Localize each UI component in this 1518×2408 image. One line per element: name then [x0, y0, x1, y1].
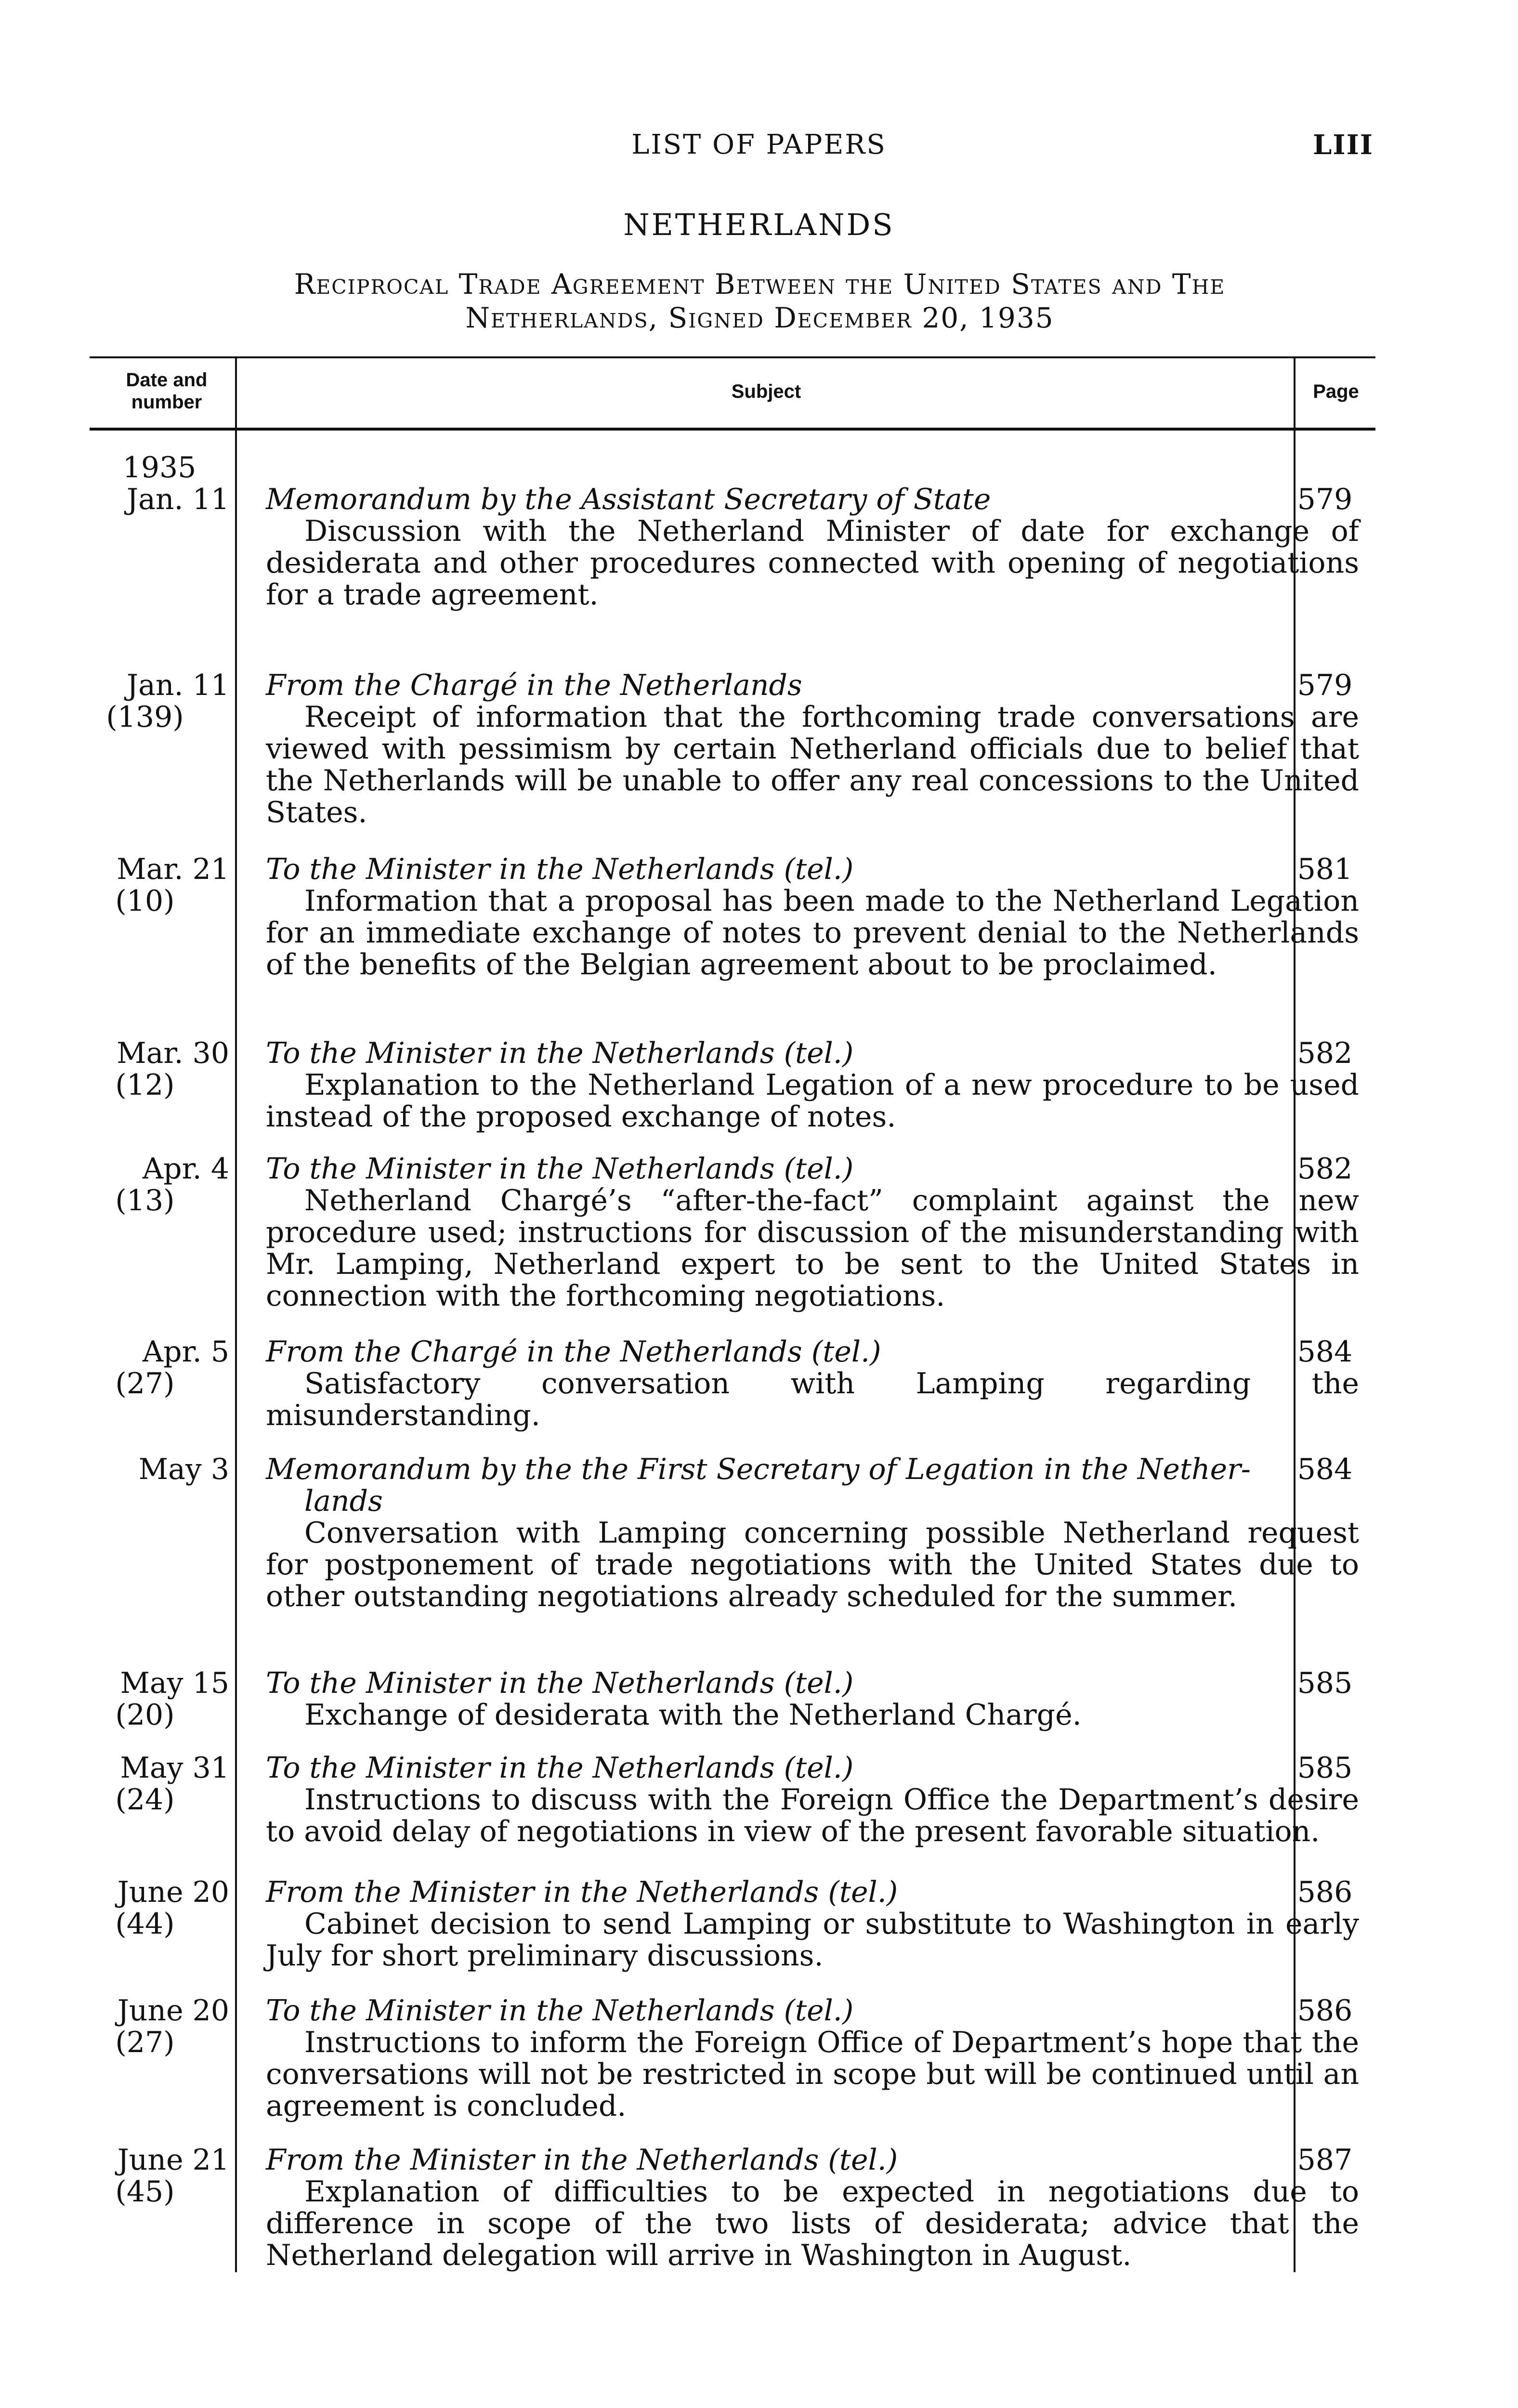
entry-description: Information that a proposal has been made to the Netherland Legation for an immediate exchange of notes to prevent denial to the Netherlands of the benefits of the Belgian agreement about to be proclaimed.	[266, 884, 1359, 982]
entry-subject	[266, 669, 1359, 828]
entry-heading: To the Minister in the Netherlands (tel.)	[266, 1666, 854, 1700]
date-column-divider	[235, 356, 237, 2272]
entry-heading: To the Minister in the Netherlands (tel.)	[266, 1751, 854, 1785]
entry-description: Explanation of difficulties to be expected in negotiations due to difference in scope of the two lists of desiderata; advice that the Netherland delegation will arrive in Washington in August.	[266, 2175, 1359, 2272]
column-header-page: Page	[1313, 381, 1359, 402]
entry-page: 587	[1297, 2143, 1353, 2177]
entry-date: Apr. 4	[142, 1152, 229, 1186]
entry-subject	[266, 853, 1359, 981]
section-title-line-2: Netherlands, Signed December 20, 1935	[465, 301, 1054, 334]
page-folio: LIII	[1313, 129, 1374, 161]
entry-subject	[266, 484, 1359, 611]
entry-date: Jan. 11	[127, 483, 229, 516]
entry-page: 585	[1297, 1751, 1353, 1785]
entry-subject	[266, 1667, 1359, 1731]
column-header-date: Date and number	[126, 369, 208, 413]
entry-page: 585	[1297, 1666, 1353, 1700]
entry-subject	[266, 1037, 1359, 1133]
running-head	[0, 129, 1518, 168]
entry-subject	[266, 1153, 1359, 1312]
entry-heading: To the Minister in the Netherlands (tel.)	[266, 1036, 854, 1070]
entry-number: (27)	[115, 2026, 175, 2059]
entry-description: Receipt of information that the forthcoming trade conversations are viewed with pessimism by certain Netherland officials due to belief that the Netherlands will be unable to offer any real concessions to the United States.	[266, 700, 1359, 829]
running-head-title: LIST OF PAPERS	[631, 129, 887, 160]
country-heading: NETHERLANDS	[623, 207, 895, 242]
entry-description: Discussion with the Netherland Minister of date for exchange of desiderata and other procedures connected with opening of negotiations for a trade agreement.	[266, 514, 1359, 612]
entry-description: Conversation with Lamping concerning possible Netherland request for postponement of trade negotiations with the United States due to other outstanding negotiations already scheduled for the summer.	[266, 1516, 1359, 1613]
section-title	[144, 267, 1375, 335]
entry-description: Instructions to discuss with the Foreign Office the Department’s desire to avoid delay of negotiations in view of the present favorable situation.	[266, 1783, 1359, 1848]
entry-description: Netherland Chargé’s “after-the-fact” complaint against the new procedure used; instructions for discussion of the misunderstanding with Mr. Lamping, Netherland expert to be sent to the United States in connection with the forthcoming negotiations.	[266, 1184, 1359, 1313]
entry-page: 579	[1297, 483, 1353, 516]
entry-page: 586	[1297, 1875, 1353, 1909]
entry-heading: Memorandum by the the First Secretary of Legation in the Nether-	[266, 1453, 1251, 1486]
entry-number: (12)	[115, 1068, 175, 1102]
entry-date: Apr. 5	[142, 1335, 229, 1369]
entry-heading: From the Minister in the Netherlands (tel.)	[266, 2143, 898, 2177]
entry-number: (45)	[115, 2175, 175, 2209]
entry-date: May 15	[120, 1666, 229, 1700]
entry-subject	[266, 1453, 1359, 1612]
year-label: 1935	[122, 451, 196, 484]
entry-heading: To the Minister in the Netherlands (tel.)	[266, 1152, 854, 1186]
entry-number: (44)	[115, 1907, 175, 1941]
entry-number: (27)	[115, 1367, 175, 1400]
entry-page: 579	[1297, 668, 1353, 702]
entry-page: 582	[1297, 1036, 1353, 1070]
entry-description: Exchange of desiderata with the Netherland Chargé.	[304, 1698, 1082, 1732]
entry-page: 584	[1297, 1335, 1353, 1369]
table-top-rule	[90, 356, 1375, 358]
entry-number: (13)	[115, 1184, 175, 1217]
entry-page: 582	[1297, 1152, 1353, 1186]
papers-table	[90, 356, 1375, 2283]
entry-number: (24)	[115, 1783, 175, 1817]
entry-description: Satisfactory conversation with Lamping regarding the misunderstanding.	[266, 1367, 1359, 1432]
page-column-divider	[1294, 356, 1296, 2272]
entry-description: Cabinet decision to send Lamping or substitute to Washington in early July for short preliminary discussions.	[266, 1907, 1359, 1973]
entry-date: May 31	[120, 1751, 229, 1785]
entry-date: Mar. 21	[117, 852, 229, 886]
table-header-rule	[90, 428, 1375, 431]
entry-description: Explanation to the Netherland Legation of a new procedure to be used instead of the proposed exchange of notes.	[266, 1068, 1359, 1134]
entry-date: Mar. 30	[117, 1036, 229, 1070]
entry-subject	[266, 2144, 1359, 2271]
entry-date: June 21	[117, 2143, 229, 2177]
entry-heading: To the Minister in the Netherlands (tel.)	[266, 1994, 854, 2028]
entry-heading: From the Chargé in the Netherlands (tel.)	[266, 1335, 881, 1369]
entry-heading-continuation: lands	[304, 1484, 383, 1518]
entry-heading: To the Minister in the Netherlands (tel.)	[266, 852, 854, 886]
entry-date: June 20	[117, 1994, 229, 2028]
entry-date: Jan. 11	[127, 668, 229, 702]
column-header-subject: Subject	[731, 381, 801, 402]
entry-number: (139)	[106, 700, 184, 734]
entry-description: Instructions to inform the Foreign Office of Department’s hope that the conversations will not be restricted in scope but will be continued until an agreement is concluded.	[266, 2026, 1359, 2123]
entry-date: May 3	[138, 1453, 229, 1486]
entry-heading: From the Minister in the Netherlands (tel.)	[266, 1875, 898, 1909]
entry-page: 586	[1297, 1994, 1353, 2028]
entry-heading: Memorandum by the Assistant Secretary of State	[266, 483, 991, 516]
entry-page: 584	[1297, 1453, 1353, 1486]
section-title-line-1: Reciprocal Trade Agreement Between the United States and The	[294, 268, 1226, 301]
entry-subject	[266, 1995, 1359, 2122]
entry-page: 581	[1297, 852, 1353, 886]
entry-subject	[266, 1336, 1359, 1431]
entry-number: (20)	[115, 1698, 175, 1732]
entry-subject	[266, 1876, 1359, 1972]
entry-heading: From the Chargé in the Netherlands	[266, 668, 802, 702]
entry-number: (10)	[115, 884, 175, 918]
entry-subject	[266, 1752, 1359, 1847]
entry-date: June 20	[117, 1875, 229, 1909]
